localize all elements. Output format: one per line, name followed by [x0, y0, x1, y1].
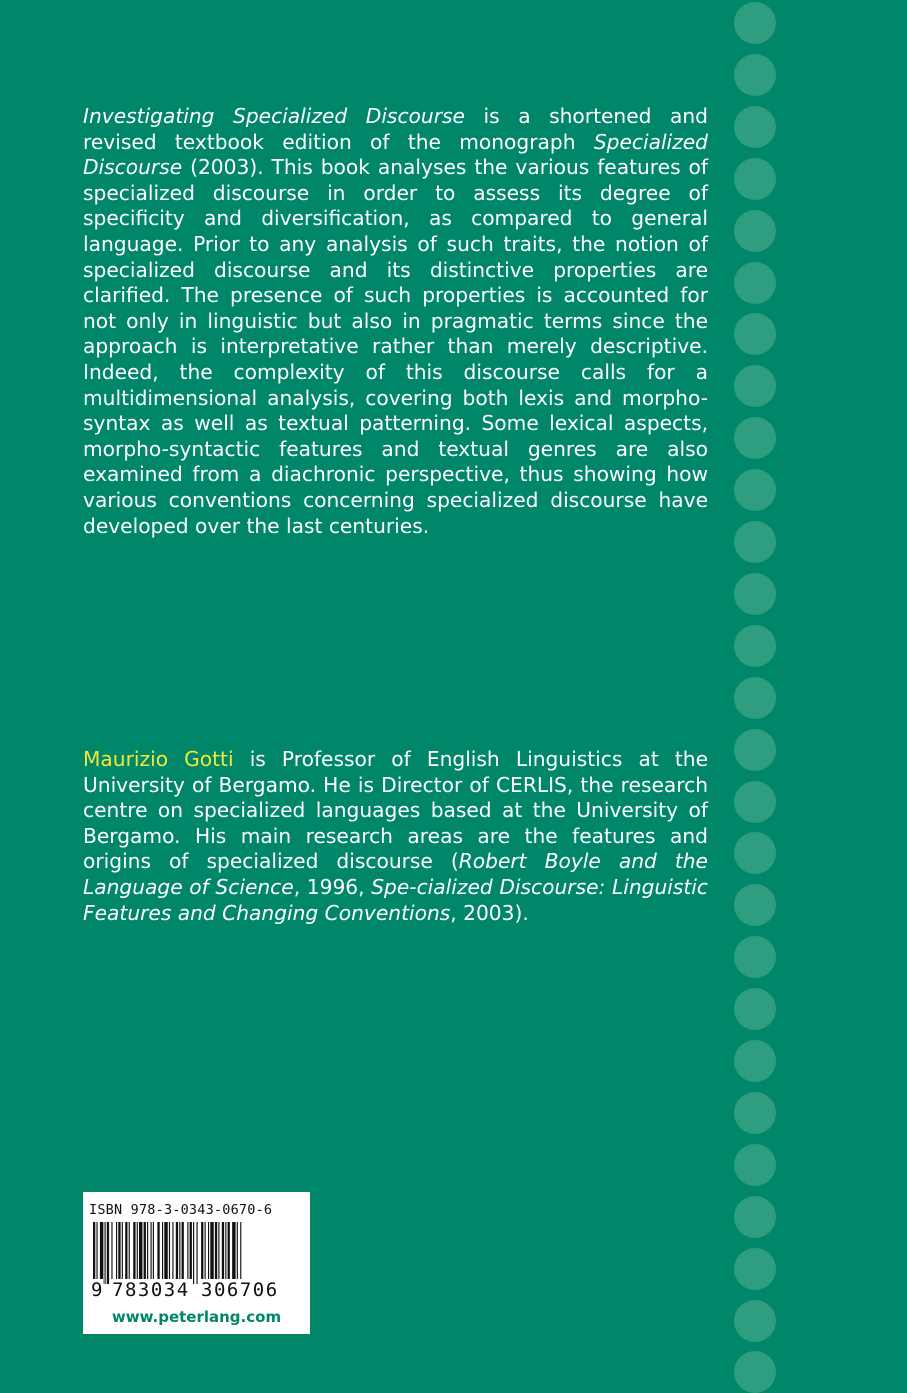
barcode-digits-group-1: 783034	[112, 1279, 190, 1301]
decorative-dot	[734, 1144, 776, 1186]
book-description	[83, 104, 708, 539]
barcode-bar	[222, 1222, 224, 1284]
decorative-dot	[734, 521, 776, 563]
barcode-bar	[122, 1222, 123, 1284]
barcode-bar	[210, 1222, 213, 1284]
barcode-bar	[129, 1222, 130, 1284]
decorative-dot	[734, 469, 776, 511]
barcode-bar	[218, 1222, 219, 1284]
barcode-bar	[187, 1222, 188, 1284]
barcode-bar	[147, 1222, 148, 1284]
barcode-bar	[107, 1222, 109, 1284]
decorative-dot	[734, 1248, 776, 1290]
barcode-bar	[157, 1222, 159, 1284]
barcode-bar	[100, 1222, 103, 1284]
barcode-bar	[201, 1222, 203, 1284]
barcode-digits-group-2: 306706	[201, 1279, 279, 1301]
barcode-bar	[225, 1222, 226, 1284]
author-biography	[83, 747, 708, 926]
barcode-bar	[116, 1222, 117, 1284]
monograph-title: Specialized Discourse	[83, 129, 708, 180]
barcode-bar	[205, 1222, 206, 1284]
bio-text-3: , 2003).	[450, 900, 529, 925]
decorative-dot	[734, 1300, 776, 1342]
decorative-dot-column	[734, 0, 778, 1360]
barcode-bar	[151, 1222, 152, 1284]
decorative-dot	[734, 54, 776, 96]
decorative-dot	[734, 625, 776, 667]
barcode-bar	[153, 1222, 154, 1284]
barcode-digit-first: 9	[91, 1279, 103, 1301]
barcode-bar	[137, 1222, 138, 1284]
barcode-box	[83, 1192, 310, 1334]
decorative-dot	[734, 988, 776, 1030]
decorative-dot	[734, 573, 776, 615]
barcode-bar	[125, 1222, 127, 1284]
barcode-bar	[162, 1222, 163, 1284]
barcode-bar	[215, 1222, 217, 1284]
barcode-bar	[144, 1222, 146, 1284]
decorative-dot	[734, 262, 776, 304]
decorative-dot	[734, 158, 776, 200]
decorative-dot	[734, 729, 776, 771]
barcode-bar	[179, 1222, 180, 1284]
decorative-dot	[734, 1040, 776, 1082]
decorative-dot	[734, 1092, 776, 1134]
decorative-dot	[734, 313, 776, 355]
decorative-dot	[734, 210, 776, 252]
isbn-label: ISBN 978-3-0343-0670-6	[89, 1202, 273, 1218]
bio-work-title-1: Robert Boyle and the Language of Science	[83, 849, 708, 899]
barcode-bar	[190, 1222, 192, 1284]
decorative-dot	[734, 936, 776, 978]
decorative-dot	[734, 417, 776, 459]
barcode-bar	[133, 1222, 135, 1284]
publisher-url: www.peterlang.com	[111, 1308, 282, 1326]
decorative-dot	[734, 365, 776, 407]
barcode-bar	[139, 1222, 142, 1284]
book-title: Investigating Specialized Discourse	[83, 104, 465, 128]
decorative-dot	[734, 884, 776, 926]
barcode-bar	[169, 1222, 170, 1284]
barcode-bar	[105, 1222, 106, 1284]
barcode-bar	[232, 1222, 235, 1284]
author-name: Maurizio Gotti	[83, 747, 234, 771]
decorative-dot	[734, 781, 776, 823]
bio-text-2: , 1996,	[293, 874, 372, 899]
barcode-bar	[237, 1222, 238, 1284]
description-text-1: is a shortened and revised textbook edition of the monograph	[83, 104, 708, 154]
bio-work-title-2: Spe-cialized Discourse: Linguistic Features and Changing Conventions	[83, 874, 708, 925]
decorative-dot	[734, 106, 776, 148]
decorative-dot	[734, 1196, 776, 1238]
description-text-2: (2003). This book analyses the various features of specialized discourse in order to assess its degree of specificity and diversification, as compared to general language. Prior to any analysis of such traits, the notion of specialized discourse and its distinctive properties are clarified. The presence of such properties is accounted for not only in linguistic but also in pragmatic terms since the approach is interpretative rather than merely descriptive. Indeed, the complexity of this discourse calls for a multidimensional analysis, covering both lexis and morpho-syntax as well as textual patterning. Some lexical aspects, morpho-syntactic features and textual genres are also examined from a diachronic perspective, thus showing how various conventions concerning specialized discourse have developed over the last centuries.	[83, 155, 708, 538]
decorative-dot	[734, 2, 776, 44]
decorative-dot	[734, 1351, 776, 1393]
decorative-dot	[734, 677, 776, 719]
decorative-dot	[734, 832, 776, 874]
barcode-bar	[118, 1222, 120, 1284]
barcode-bar	[208, 1222, 209, 1284]
barcode-bar	[228, 1222, 230, 1284]
barcode-bar	[193, 1222, 194, 1284]
barcode-bar	[164, 1222, 167, 1284]
barcode-bar	[197, 1222, 198, 1284]
barcode-bar	[111, 1222, 112, 1284]
bio-text-1: is Professor of English Linguistics at the University of Bergamo. He is Director of CERLIS, the research centre on specialized languages based at the University of Bergamo. His main research areas are the features and origins of specialized discourse (	[83, 747, 708, 874]
barcode-bar	[182, 1222, 184, 1284]
